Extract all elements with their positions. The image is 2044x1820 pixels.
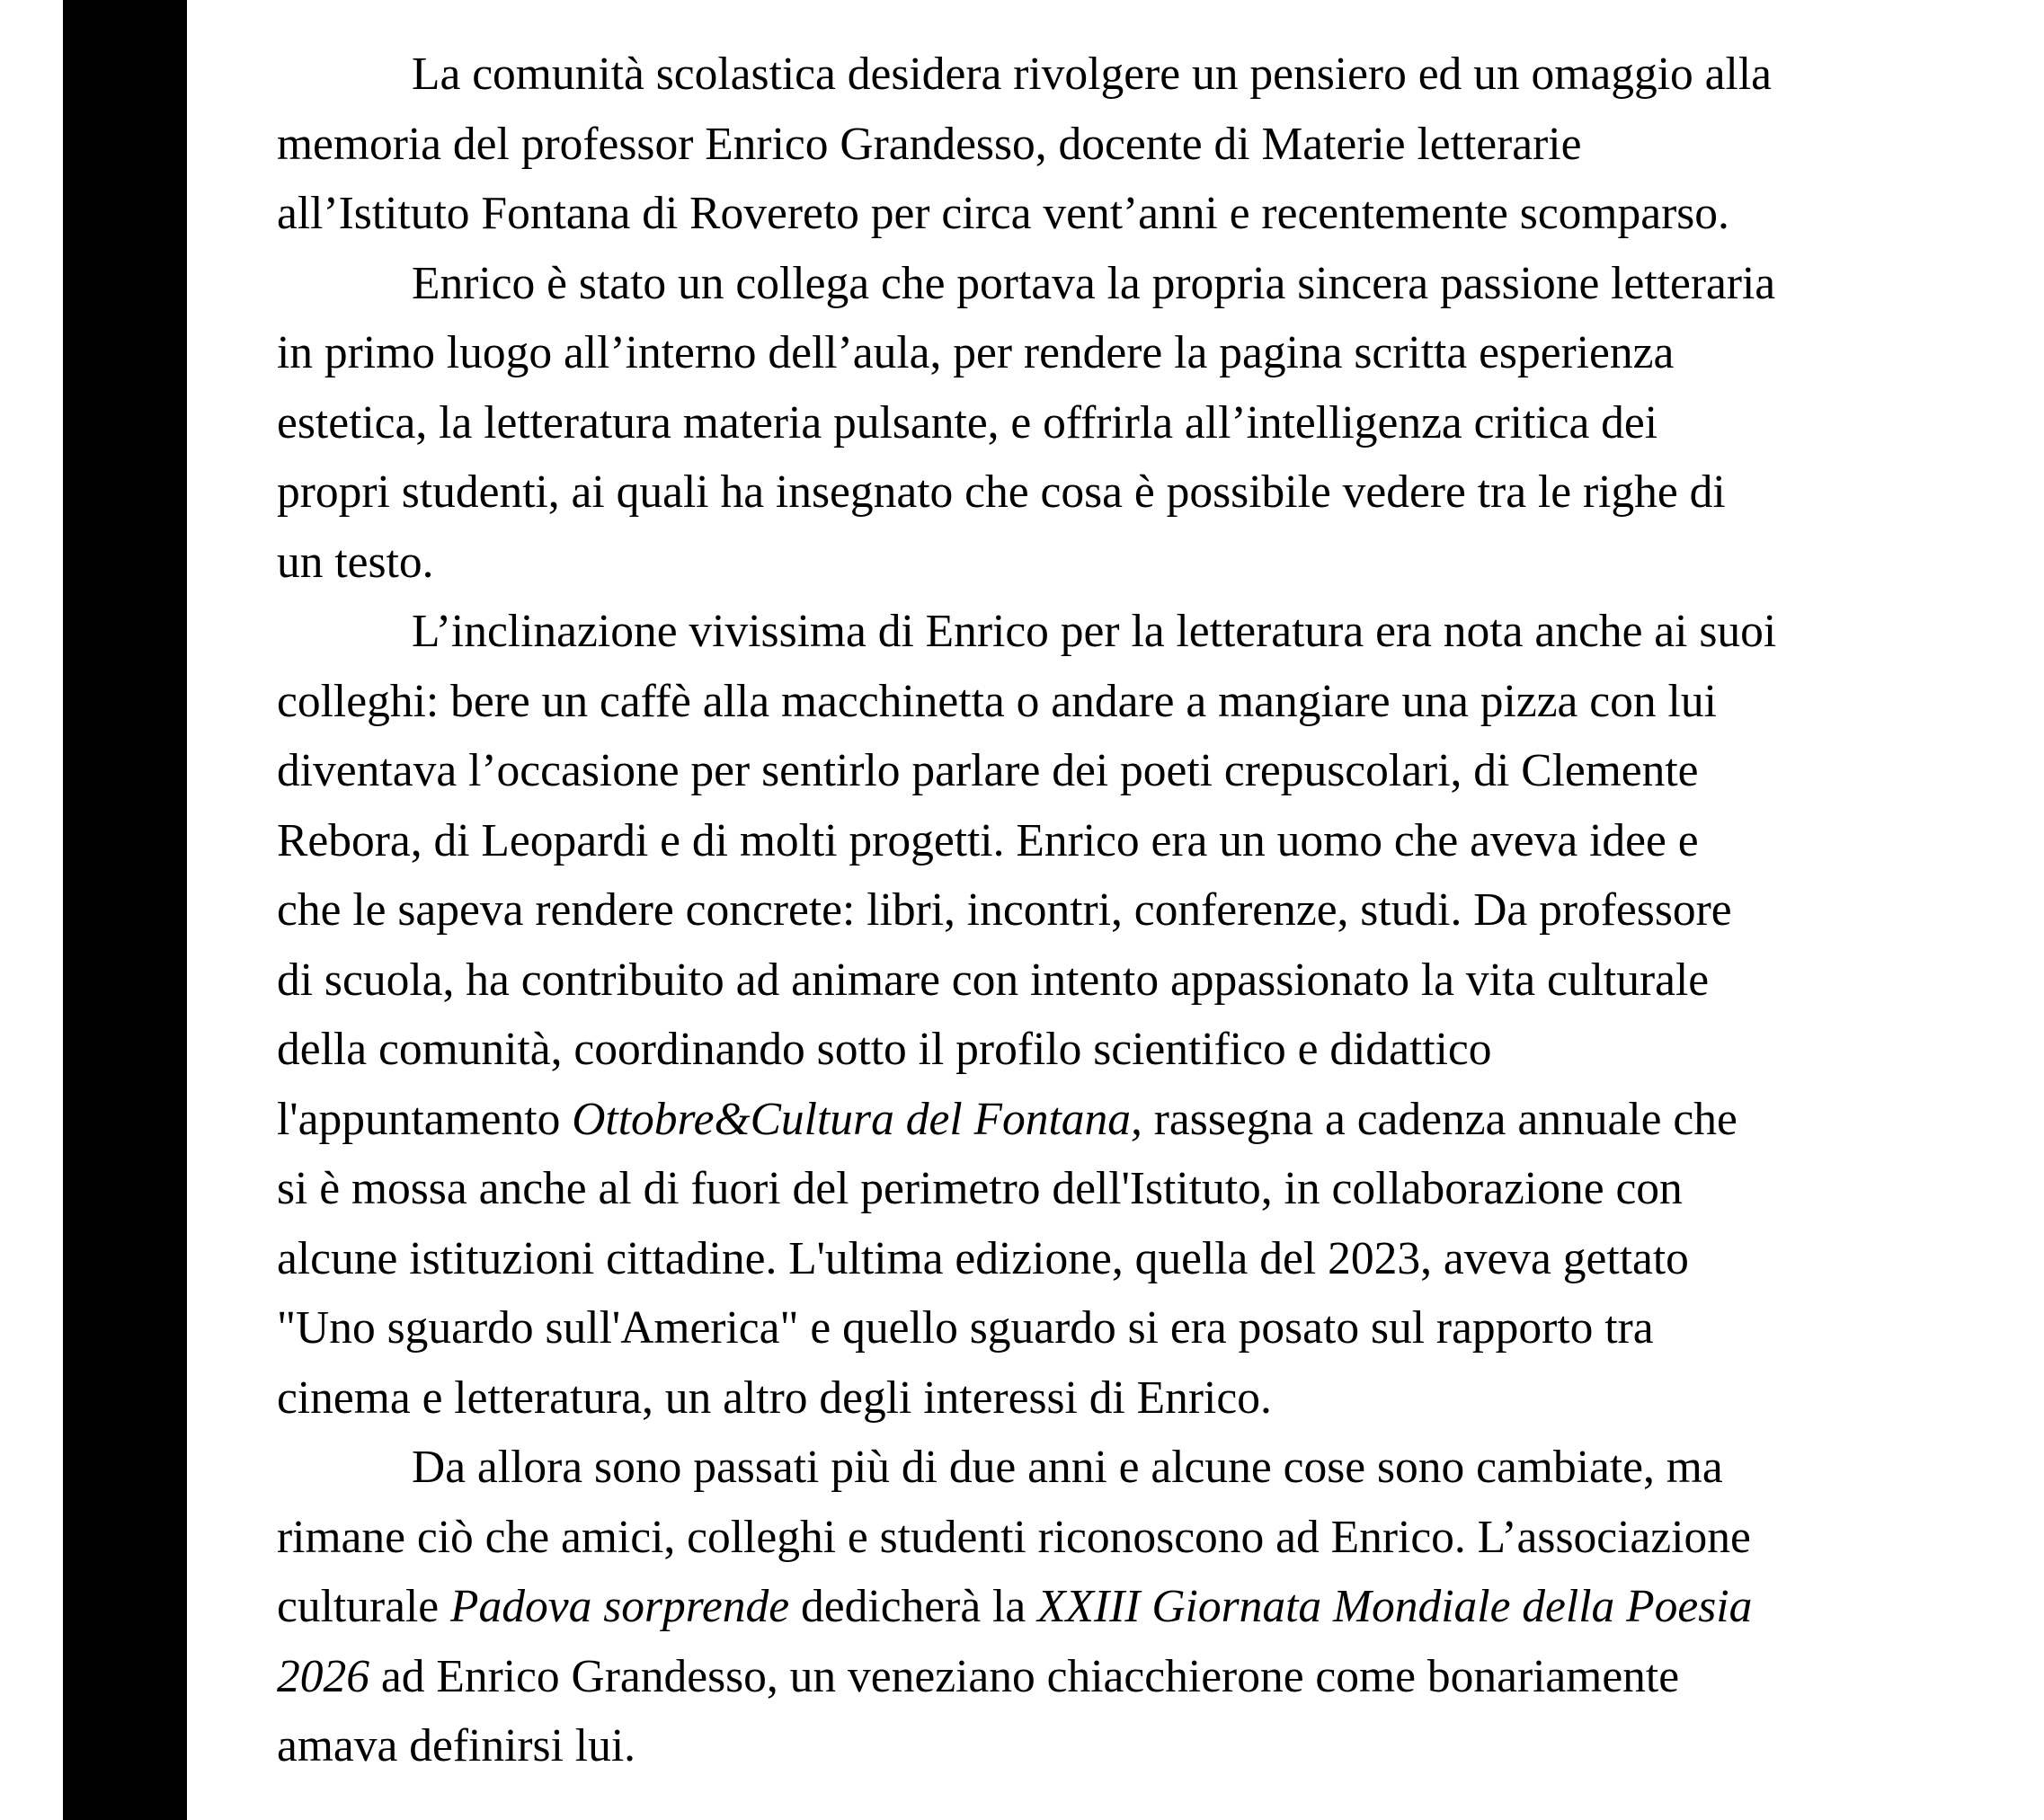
text-run: ad Enrico Grandesso, un veneziano chiacchierone come bonariamente	[369, 1650, 1680, 1702]
text-line: amava definirsi lui.	[277, 1720, 635, 1771]
document-body	[277, 40, 2003, 1781]
text-line: Rebora, di Leopardi e di molti progetti. Enrico era un uomo che aveva idee e	[277, 814, 1699, 866]
text-line: diventava l’occasione per sentirlo parlare dei poeti crepuscolari, di Clemente	[277, 745, 1699, 796]
text-line-mixed	[277, 1572, 2003, 1642]
text-line: Da allora sono passati più di due anni e alcune cose sono cambiate, ma	[412, 1442, 1723, 1493]
text-line: cinema e letteratura, un altro degli interessi di Enrico.	[277, 1372, 1272, 1424]
text-line: si è mossa anche al di fuori del perimetro dell'Istituto, in collaborazione con	[277, 1163, 1683, 1214]
text-line: "Uno sguardo sull'America" e quello sguardo si era posato sul rapporto tra	[277, 1302, 1654, 1354]
text-line-mixed	[277, 1642, 2003, 1712]
text-line: un testo.	[277, 536, 434, 588]
event-title: Ottobre&Cultura del Fontana,	[572, 1093, 1142, 1145]
text-run: rassegna a cadenza annuale che	[1142, 1093, 1737, 1145]
text-line: all’Istituto Fontana di Rovereto per circa vent’anni e recentemente scomparso.	[277, 188, 1729, 239]
text-line: Enrico è stato un collega che portava la propria sincera passione letteraria	[412, 257, 1776, 309]
left-margin-bar	[63, 0, 187, 1820]
paragraph-1	[277, 40, 2003, 249]
paragraph-2	[277, 249, 2003, 598]
text-line-mixed	[277, 1085, 2003, 1155]
text-line: memoria del professor Enrico Grandesso, docente di Materie letterarie	[277, 118, 1582, 170]
paragraph-3	[277, 597, 2003, 1433]
text-line: della comunità, coordinando sotto il profilo scientifico e didattico	[277, 1024, 1492, 1075]
text-run: l'appuntamento	[277, 1093, 573, 1145]
text-line: La comunità scolastica desidera rivolgere un pensiero ed un omaggio alla	[412, 49, 1772, 100]
text-line: L’inclinazione vivissima di Enrico per la letteratura era nota anche ai suoi	[412, 606, 1777, 657]
text-run: dedicherà la	[789, 1581, 1038, 1632]
event-year: 2026	[277, 1650, 369, 1702]
text-line: di scuola, ha contribuito ad animare con intento appassionato la vita culturale	[277, 954, 1710, 1006]
text-line: rimane ciò che amici, colleghi e studenti riconoscono ad Enrico. L’associazione	[277, 1511, 1751, 1563]
text-line: colleghi: bere un caffè alla macchinetta o andare a mangiare una pizza con lui	[277, 675, 1717, 727]
text-line: propri studenti, ai quali ha insegnato che cosa è possibile vedere tra le righe di	[277, 466, 1726, 518]
text-line: che le sapeva rendere concrete: libri, incontri, conferenze, studi. Da professore	[277, 884, 1732, 936]
text-line: in primo luogo all’interno dell’aula, per rendere la pagina scritta esperienza	[277, 327, 1675, 378]
paragraph-4	[277, 1433, 2003, 1781]
event-name: XXIII Giornata Mondiale della Poesia	[1037, 1581, 1753, 1632]
text-run: culturale	[277, 1581, 451, 1632]
text-line: alcune istituzioni cittadine. L'ultima edizione, quella del 2023, aveva gettato	[277, 1232, 1689, 1284]
association-name: Padova sorprende	[450, 1581, 790, 1632]
text-line: estetica, la letteratura materia pulsante, e offrirla all’intelligenza critica dei	[277, 396, 1658, 448]
